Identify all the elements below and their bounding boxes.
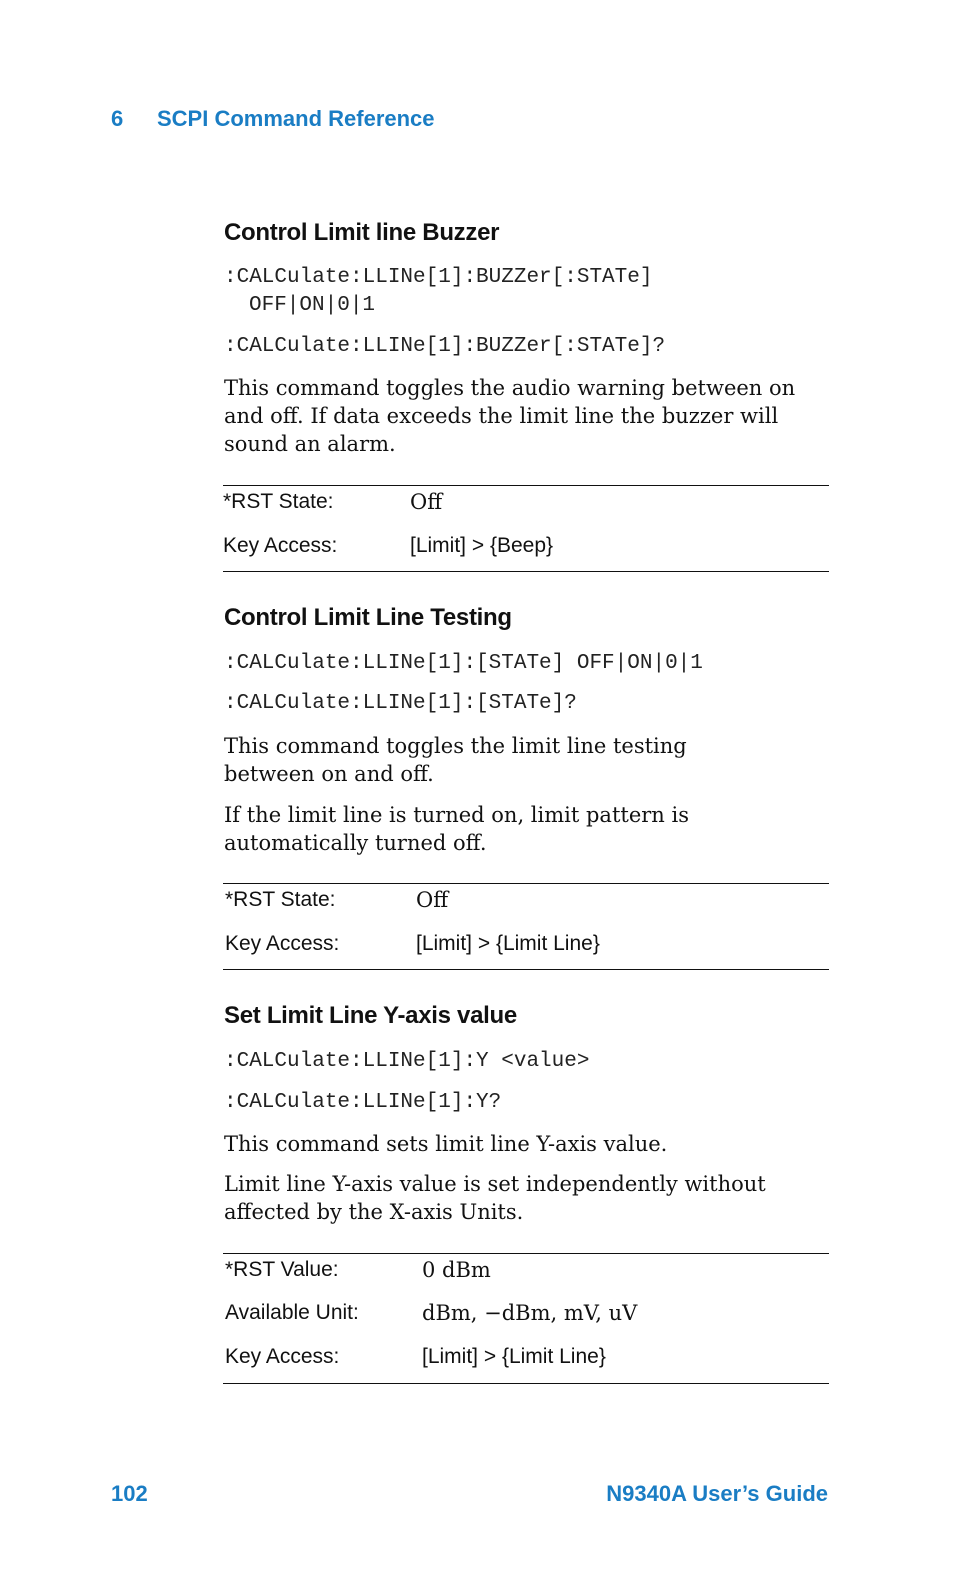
rst-value-label: *RST Value: [225, 1258, 339, 1281]
rst-state-value: Off [416, 888, 449, 912]
key-access-label: Key Access: [223, 534, 338, 557]
table-bottom-rule [223, 1383, 829, 1384]
table-bottom-rule [223, 571, 829, 572]
key-access-label: Key Access: [225, 1345, 340, 1368]
table-top-rule [223, 1253, 829, 1254]
key-access-value: [Limit] > {Limit Line} [422, 1345, 606, 1368]
command-syntax-params: OFF|ON|0|1 [249, 294, 376, 317]
key-access-value: [Limit] > {Beep} [410, 534, 554, 557]
available-unit-value: dBm, −dBm, mV, uV [422, 1301, 638, 1325]
section-heading: Control Limit line Buzzer [224, 219, 500, 246]
description-note: If the limit line is turned on, limit pattern is automatically turned off. [224, 803, 689, 855]
section-heading: Control Limit Line Testing [224, 604, 512, 631]
description-note: Limit line Y-axis value is set independently without affected by the X-axis Units. [224, 1172, 766, 1224]
rst-state-label: *RST State: [223, 490, 334, 513]
page-number: 102 [111, 1481, 148, 1506]
rst-state-label: *RST State: [225, 888, 336, 911]
section-heading: Set Limit Line Y-axis value [224, 1002, 517, 1029]
description: This command toggles the limit line testing between on and off. [224, 734, 687, 786]
command-syntax: :CALCulate:LLINe[1]:[STATe] OFF|ON|0|1 [224, 652, 703, 675]
key-access-label: Key Access: [225, 932, 340, 955]
key-access-value: [Limit] > {Limit Line} [416, 932, 600, 955]
description: This command sets limit line Y-axis value. [224, 1132, 668, 1156]
table-bottom-rule [223, 969, 829, 970]
query-syntax: :CALCulate:LLINe[1]:Y? [224, 1091, 502, 1114]
available-unit-label: Available Unit: [225, 1301, 359, 1324]
query-syntax: :CALCulate:LLINe[1]:BUZZer[:STATe]? [224, 335, 666, 358]
table-top-rule [223, 485, 829, 486]
rst-state-value: Off [410, 490, 443, 514]
description: This command toggles the audio warning between on and off. If data exceeds the limit line the buzzer will sound an alarm. [224, 376, 796, 456]
guide-title: N9340A User’s Guide [606, 1481, 828, 1506]
command-syntax: :CALCulate:LLINe[1]:BUZZer[:STATe] [224, 266, 653, 289]
rst-value: 0 dBm [422, 1258, 491, 1282]
command-syntax: :CALCulate:LLINe[1]:Y <value> [224, 1050, 590, 1073]
chapter-title: SCPI Command Reference [157, 106, 435, 131]
table-top-rule [223, 883, 829, 884]
query-syntax: :CALCulate:LLINe[1]:[STATe]? [224, 692, 577, 715]
chapter-number: 6 [111, 106, 124, 131]
